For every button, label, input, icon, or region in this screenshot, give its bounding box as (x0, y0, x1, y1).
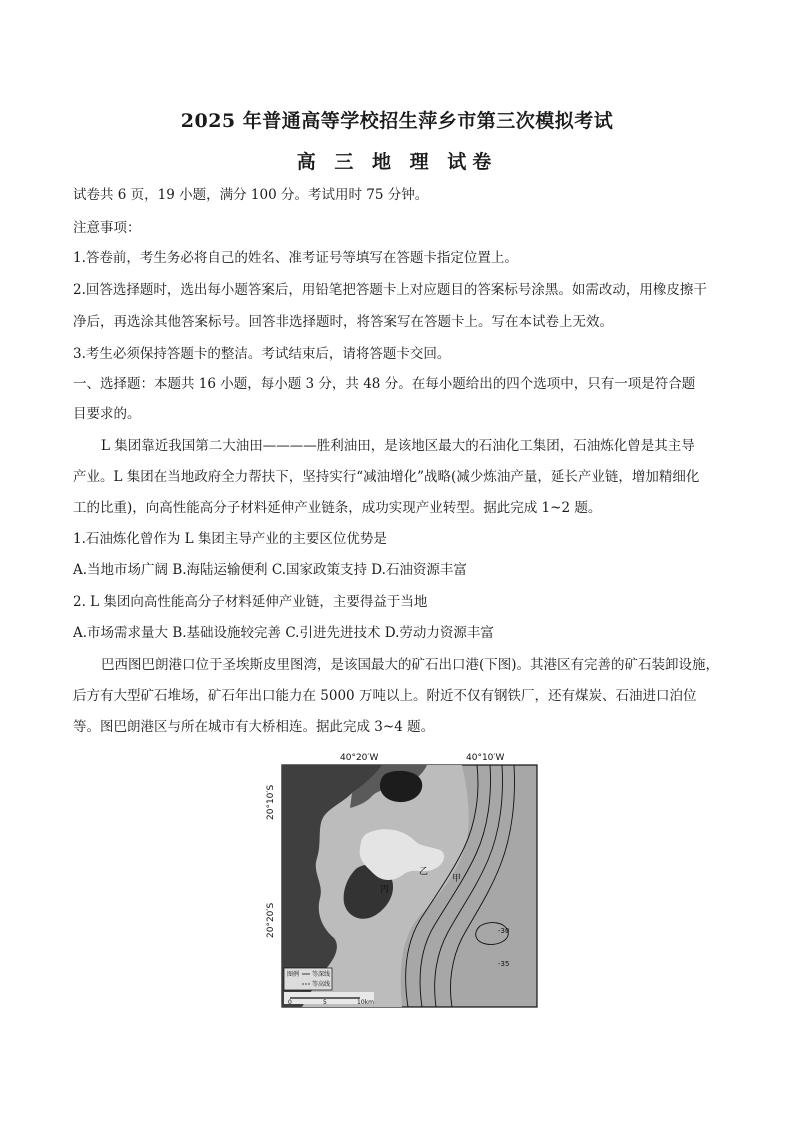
exam-subtitle: 高 三 地 理 试卷 (296, 151, 498, 173)
place-label-jia: 甲 (452, 874, 462, 884)
place-label-bing: 丙 (380, 885, 390, 895)
note-1: 1.答卷前，考生务必将自己的姓名、准考证号等填写在答题卡指定位置上。 (73, 250, 518, 266)
legend-item-isobath: 等深线 (312, 971, 331, 978)
exam-title: 2025 年普通高等学校招生萍乡市第三次模拟考试 (180, 110, 614, 132)
legend-title: 图例 (287, 971, 300, 978)
exam-info: 试卷共 6 页，19 小题，满分 100 分。考试用时 75 分钟。 (73, 187, 429, 203)
scale-label-5: 5 (323, 999, 327, 1006)
lat-label-10: 20°10′S (266, 784, 276, 820)
scale-label-0: 0 (288, 999, 292, 1006)
passage-2-line-2: 后方有大型矿石堆场，矿石年出口能力在 5000 万吨以上。附近不仅有钢铁厂，还有煤炭、石油进口泊位 (73, 688, 697, 704)
depth-label-35: -35 (498, 960, 510, 968)
note-2-line-1: 2.回答选择题时，选出每小题答案后，用铅笔把答题卡上对应题目的答案标号涂黑。如需改动，用橡皮擦干 (73, 282, 707, 298)
lon-label-10: 40°10′W (466, 753, 505, 763)
lat-label-20: 20°20′S (266, 902, 276, 938)
question-2-stem: 2. L 集团向高性能高分子材料延伸产业链，主要得益于当地 (73, 594, 428, 610)
passage-1-line-1: L 集团靠近我国第二大油田————胜利油田，是该地区最大的石油化工集团，石油炼化曾是其主导 (101, 438, 695, 454)
note-2-line-2: 净后，再选涂其他答案标号。回答非选择题时，将答案写在答题卡上。写在本试卷上无效。 (73, 314, 613, 330)
lon-label-20: 40°20′W (340, 753, 379, 763)
legend-item-contour: 等高线 (312, 981, 331, 988)
section-heading-line-2: 目要求的。 (73, 406, 141, 422)
question-1-stem: 1.石油炼化曾作为 L 集团主导产业的主要区位优势是 (73, 531, 387, 547)
passage-1-line-3: 工的比重)，向高性能高分子材料延伸产业链条，成功实现产业转型。据此完成 1~2 题。 (73, 500, 602, 516)
question-1-options: A.当地市场广阔 B.海陆运输便利 C.国家政策支持 D.石油资源丰富 (73, 562, 467, 578)
notes-heading: 注意事项： (73, 220, 141, 236)
depth-label-30: -30 (498, 927, 510, 935)
place-label-yi: 乙 (419, 867, 429, 877)
note-3: 3.考生必须保持答题卡的整洁。考试结束后，请将答题卡交回。 (73, 346, 451, 362)
tubarao-port-map (262, 748, 542, 1010)
scale-label-10km: 10km (357, 999, 374, 1006)
passage-2-line-3: 等。图巴朗港区与所在城市有大桥相连。据此完成 3~4 题。 (73, 719, 435, 735)
passage-1-line-2: 产业。L 集团在当地政府全力帮扶下，坚持实行“减油增化”战略(减少炼油产量，延长产业链，增加精细化 (73, 469, 700, 485)
passage-2-line-1: 巴西图巴朗港口位于圣埃斯皮里图湾，是该国最大的矿石出口港(下图)。其港区有完善的矿石装卸设施， (101, 657, 720, 673)
section-heading-line-1: 一、选择题：本题共 16 小题，每小题 3 分，共 48 分。在每小题给出的四个选项中，只有一项是符合题 (73, 376, 696, 392)
question-2-options: A.市场需求量大 B.基础设施较完善 C.引进先进技术 D.劳动力资源丰富 (73, 625, 494, 641)
